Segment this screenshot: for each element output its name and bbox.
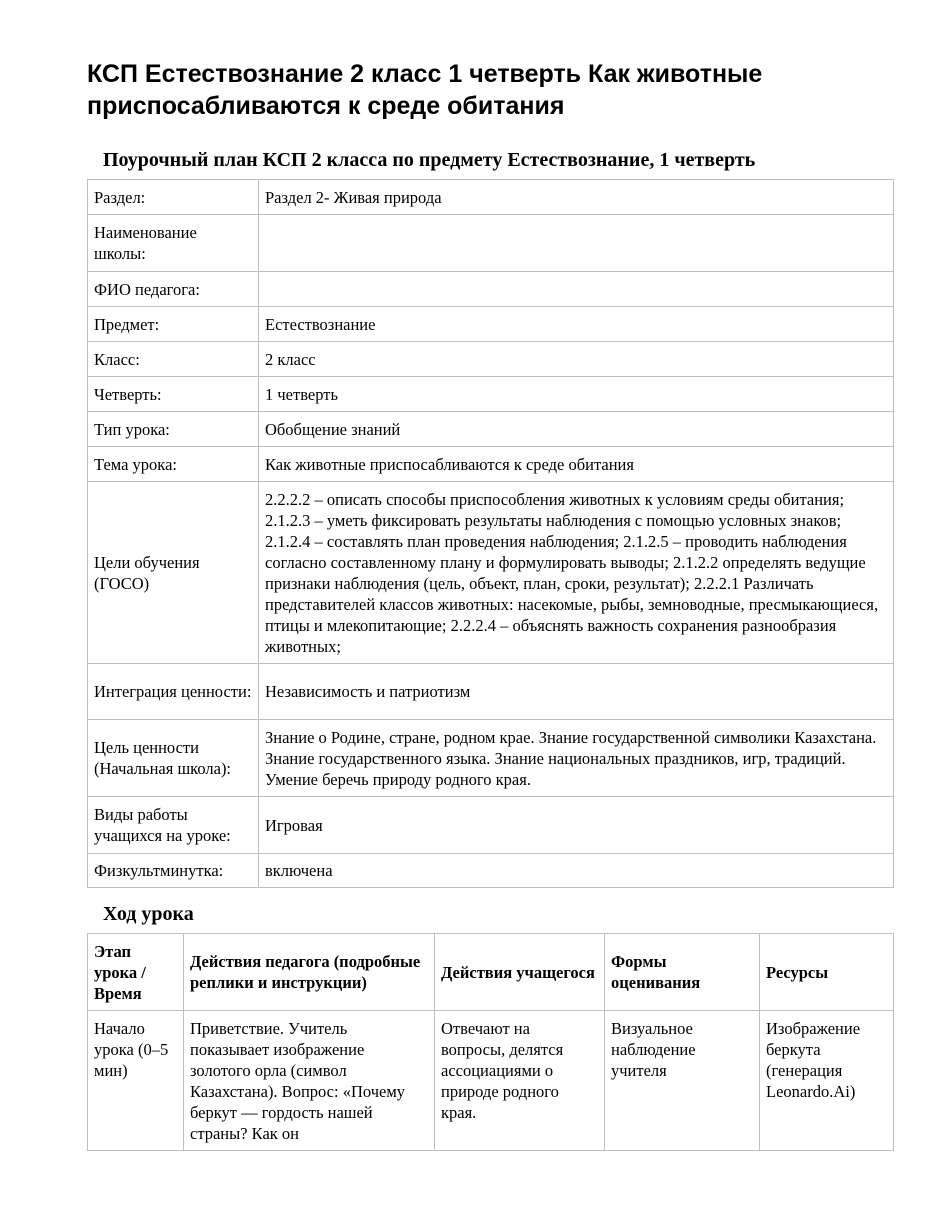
- info-label: Цели обучения (ГОСО): [88, 482, 259, 664]
- info-row-objectives: [88, 482, 894, 664]
- column-header-resources: Ресурсы: [760, 934, 894, 1011]
- info-row-values-integration: [88, 664, 894, 720]
- info-row-grade: [88, 342, 894, 377]
- info-label: Физкультминутка:: [88, 854, 259, 888]
- table-row: [88, 1011, 894, 1151]
- info-value: 1 четверть: [259, 377, 894, 412]
- info-label: Интеграция ценности:: [88, 664, 259, 720]
- info-label: Тема урока:: [88, 447, 259, 482]
- info-label: Виды работы учащихся на уроке:: [88, 797, 259, 854]
- table-header-row: [88, 934, 894, 1011]
- resources-cell: Изображение беркута (генерация Leonardo.Ai): [760, 1011, 894, 1151]
- column-header-student-actions: Действия учащегося: [435, 934, 605, 1011]
- info-row-value-goal: [88, 720, 894, 797]
- column-header-teacher-actions: Действия педагога (подробные реплики и инструкции): [184, 934, 435, 1011]
- info-label: Раздел:: [88, 180, 259, 215]
- info-row-section: [88, 180, 894, 215]
- info-value: Раздел 2- Живая природа: [259, 180, 894, 215]
- student-actions-cell: Отвечают на вопросы, делятся ассоциациями о природе родного края.: [435, 1011, 605, 1151]
- info-value: Естествознание: [259, 307, 894, 342]
- info-value: Знание о Родине, стране, родном крае. Знание государственной символики Казахстана. Знание государственного языка. Знание национальных праздников, игр, традиций. Умение беречь природу родного края.: [259, 720, 894, 797]
- info-label: Тип урока:: [88, 412, 259, 447]
- info-row-topic: [88, 447, 894, 482]
- info-value: включена: [259, 854, 894, 888]
- info-label: ФИО педагога:: [88, 272, 259, 307]
- info-value: 2.2.2.2 – описать способы приспособления животных к условиям среды обитания; 2.1.2.3 – уметь фиксировать результаты наблюдения с помощью условных знаков; 2.1.2.4 – составлять план проведения наблюдения; 2.1.2.5 – проводить наблюдения согласно составленному плану и формулировать выводы; 2.1.2.2 определять ведущие признаки наблюдения (цель, объект, план, сроки, результат); 2.2.2.1 Различать представителей классов животных: насекомые, рыбы, земноводные, пресмыкающиеся, птицы и млекопитающие; 2.2.2.4 – объяснять важность сохранения разнообразия животных;: [259, 482, 894, 664]
- info-row-school: [88, 215, 894, 272]
- info-value: [259, 272, 894, 307]
- assessment-cell: Визуальное наблюдение учителя: [605, 1011, 760, 1151]
- info-row-work-types: [88, 797, 894, 854]
- column-header-stage: Этап урока / Время: [88, 934, 184, 1011]
- lesson-course-table: [87, 933, 894, 1151]
- document-title: КСП Естествознание 2 класс 1 четверть Как животные приспосабливаются к среде обитания: [87, 60, 763, 120]
- info-value: Игровая: [259, 797, 894, 854]
- info-row-exercise-break: [88, 854, 894, 888]
- lesson-course-heading: Ход урока: [103, 903, 194, 925]
- info-value: [259, 215, 894, 272]
- info-label: Предмет:: [88, 307, 259, 342]
- info-label: Цель ценности (Начальная школа):: [88, 720, 259, 797]
- plan-heading: Поурочный план КСП 2 класса по предмету Естествознание, 1 четверть: [103, 149, 756, 171]
- info-value: 2 класс: [259, 342, 894, 377]
- column-header-assessment: Формы оценивания: [605, 934, 760, 1011]
- stage-cell: Начало урока (0–5 мин): [88, 1011, 184, 1151]
- lesson-info-table: [87, 179, 894, 888]
- teacher-actions-cell: Приветствие. Учитель показывает изображение золотого орла (символ Казахстана). Вопрос: «Почему беркут — гордость нашей страны? Как он: [184, 1011, 435, 1151]
- info-value: Обобщение знаний: [259, 412, 894, 447]
- info-row-subject: [88, 307, 894, 342]
- info-value: Независимость и патриотизм: [259, 664, 894, 720]
- info-label: Класс:: [88, 342, 259, 377]
- info-label: Наименование школы:: [88, 215, 259, 272]
- info-value: Как животные приспосабливаются к среде обитания: [259, 447, 894, 482]
- info-row-quarter: [88, 377, 894, 412]
- info-row-lesson-type: [88, 412, 894, 447]
- info-row-teacher: [88, 272, 894, 307]
- info-label: Четверть:: [88, 377, 259, 412]
